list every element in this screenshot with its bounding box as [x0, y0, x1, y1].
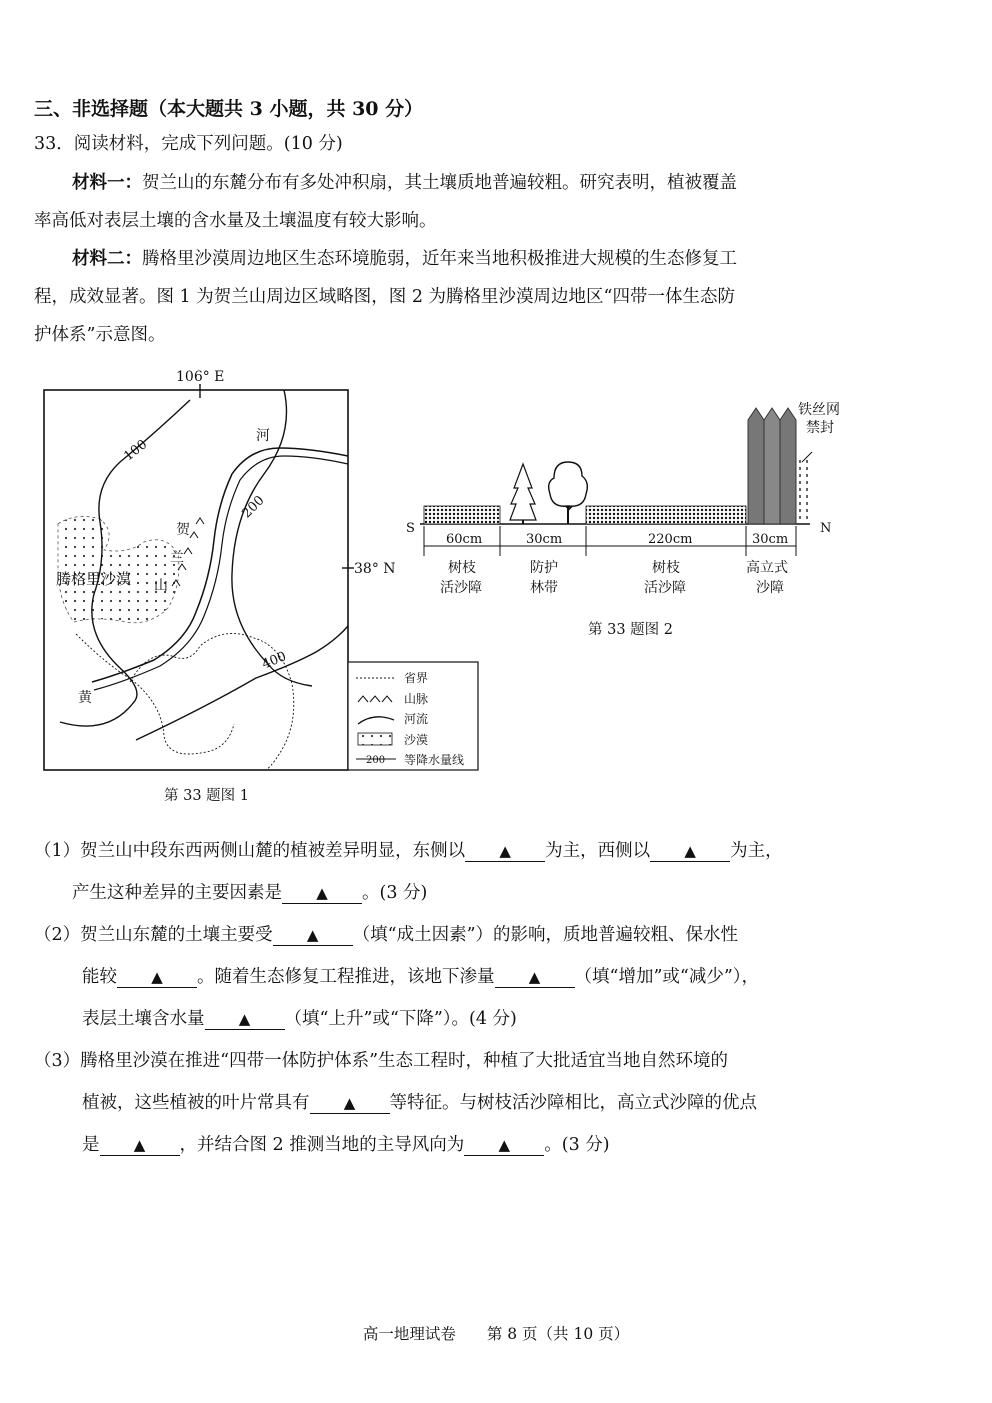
segment-name-1a: 树枝 — [448, 560, 476, 576]
q3-text-c: 等特征。与树枝活沙障相比，高立式沙障的优点 — [389, 1093, 757, 1113]
q1-line2 — [72, 885, 427, 904]
q2-line2 — [82, 969, 759, 988]
q2-text-g: （填“上升”或“下降”）。(4 分) — [284, 1009, 517, 1029]
q2-blank-1[interactable]: ▲ — [273, 927, 353, 946]
q2-text-b: （填“成土因素”）的影响，质地普遍较粗、保水性 — [352, 925, 739, 945]
south-label: S — [406, 521, 415, 536]
q3-text-b: 植被，这些植被的叶片常具有 — [82, 1093, 310, 1113]
q3-text-f: 。(3 分) — [544, 1135, 610, 1155]
river-label-1: 河 — [256, 428, 270, 444]
legend-desert-sample — [358, 733, 392, 745]
segment-name-3a: 树枝 — [652, 560, 680, 576]
q1-text-e: 。(3 分) — [362, 883, 428, 903]
strip-branch-1 — [424, 506, 500, 524]
q2-text-a: （2）贺兰山东麓的土壤主要受 — [34, 925, 273, 945]
q2-text-f: 表层土壤含水量 — [82, 1009, 205, 1029]
q3-text-e: ，并结合图 2 推测当地的主导风向为 — [179, 1135, 465, 1155]
figure1-caption: 第 33 题图 1 — [164, 788, 250, 804]
isohyet-label-400: 400 — [259, 649, 289, 673]
q1-line1 — [34, 843, 783, 862]
province-border-2 — [76, 634, 234, 754]
fence-label-1: 铁丝网 — [798, 402, 840, 418]
river-label-2: 黄 — [78, 690, 92, 706]
round-tree-crown — [549, 462, 588, 506]
section-title: 三、非选择题（本大题共 3 小题，共 30 分） — [34, 98, 424, 120]
legend-label-river: 河流 — [404, 712, 429, 726]
q2-blank-3[interactable]: ▲ — [495, 969, 575, 988]
desert-label: 腾格里沙漠 — [56, 570, 132, 588]
mountain-char-1: 贺 — [176, 522, 190, 538]
pine-tree — [510, 464, 536, 520]
q1-blank-2[interactable]: ▲ — [650, 843, 730, 862]
segment-name-3b: 活沙障 — [644, 580, 686, 596]
q2-blank-4[interactable]: ▲ — [205, 1011, 285, 1030]
north-label: N — [820, 521, 832, 536]
segment-width-1: 60cm — [446, 532, 483, 547]
q3-line2 — [82, 1095, 757, 1114]
fence-label-2: 禁封 — [806, 420, 834, 436]
q2-text-e: （填“增加”或“减少”）， — [574, 967, 760, 987]
material1-text1: 贺兰山的东麓分布有多处冲积扇，其土壤质地普遍较粗。研究表明，植被覆盖 — [142, 173, 737, 193]
page-footer: 高一地理试卷 第 8 页（共 10 页） — [362, 1325, 630, 1343]
q1-blank-1[interactable]: ▲ — [465, 843, 545, 862]
q1-blank-3[interactable]: ▲ — [282, 885, 362, 904]
segment-width-3: 220cm — [648, 532, 693, 547]
latitude-label: 38° N — [354, 561, 396, 577]
q1-text-d: 产生这种差异的主要因素是 — [72, 883, 282, 903]
legend-label-border: 省界 — [404, 671, 429, 685]
legend-label-desert: 沙漠 — [404, 733, 429, 747]
longitude-label: 106° E — [176, 369, 225, 385]
segment-width-2: 30cm — [526, 532, 563, 547]
segment-name-2b: 林带 — [530, 580, 558, 596]
q1-text-c: 为主， — [730, 841, 783, 861]
q2-text-d: 。随着生态修复工程推进，该地下渗量 — [197, 967, 495, 987]
mountain-char-3: 山 — [154, 578, 168, 594]
legend-isohyet-sample-value: 200 — [366, 755, 386, 766]
q3-line1: （3）腾格里沙漠在推进“四带一体防护体系”生态工程时，种植了大批适宜当地自然环境的 — [34, 1051, 729, 1071]
mountain-char-2: 兰 — [170, 550, 184, 566]
figure2-caption: 第 33 题图 2 — [588, 622, 674, 638]
isohyet-200 — [232, 390, 312, 686]
strip-branch-2 — [586, 506, 746, 524]
material2-line1 — [72, 251, 737, 269]
legend-label-isohyet: 等降水量线 — [404, 753, 465, 767]
material2-label: 材料二： — [72, 249, 142, 269]
isohyet-label-200: 200 — [239, 493, 268, 522]
material1-line2: 率高低对表层土壤的含水量及土壤温度有较大影响。 — [34, 211, 437, 231]
segment-name-4b: 沙障 — [756, 580, 784, 596]
fence-post-1 — [748, 408, 764, 524]
material1-label: 材料一： — [72, 173, 142, 193]
segment-name-2a: 防护 — [530, 560, 558, 576]
q2-line1 — [34, 927, 738, 946]
material2-line3: 护体系”示意图。 — [34, 325, 166, 345]
material2-text1: 腾格里沙漠周边地区生态环境脆弱，近年来当地积极推进大规模的生态修复工 — [142, 249, 737, 269]
segment-width-4: 30cm — [752, 532, 789, 547]
material2-line2: 程，成效显著。图 1 为贺兰山周边区域略图，图 2 为腾格里沙漠周边地区“四带一体生态防 — [34, 287, 735, 307]
question-stem: 33．阅读材料，完成下列问题。(10 分) — [34, 134, 343, 154]
q1-text-a: （1）贺兰山中段东西两侧山麓的植被差异明显，东侧以 — [34, 841, 466, 861]
q3-line3 — [82, 1137, 610, 1156]
fence-post-3 — [780, 408, 796, 524]
segment-name-4a: 高立式 — [746, 560, 788, 576]
segment-name-1b: 活沙障 — [440, 580, 482, 596]
q3-blank-1[interactable]: ▲ — [310, 1095, 390, 1114]
figure2-profile — [400, 396, 850, 606]
q3-text-d: 是 — [82, 1135, 100, 1155]
isohyet-400 — [136, 626, 348, 740]
q3-blank-3[interactable]: ▲ — [464, 1137, 544, 1156]
q3-blank-2[interactable]: ▲ — [100, 1137, 180, 1156]
material1-line1 — [72, 175, 737, 193]
q1-text-b: 为主，西侧以 — [545, 841, 651, 861]
q2-text-c: 能较 — [82, 967, 117, 987]
isohyet-label-100: 100 — [121, 437, 151, 465]
q2-blank-2[interactable]: ▲ — [117, 969, 197, 988]
legend-label-mountain: 山脉 — [404, 692, 429, 706]
fence-post-2 — [764, 408, 780, 524]
q2-line3 — [82, 1011, 517, 1030]
